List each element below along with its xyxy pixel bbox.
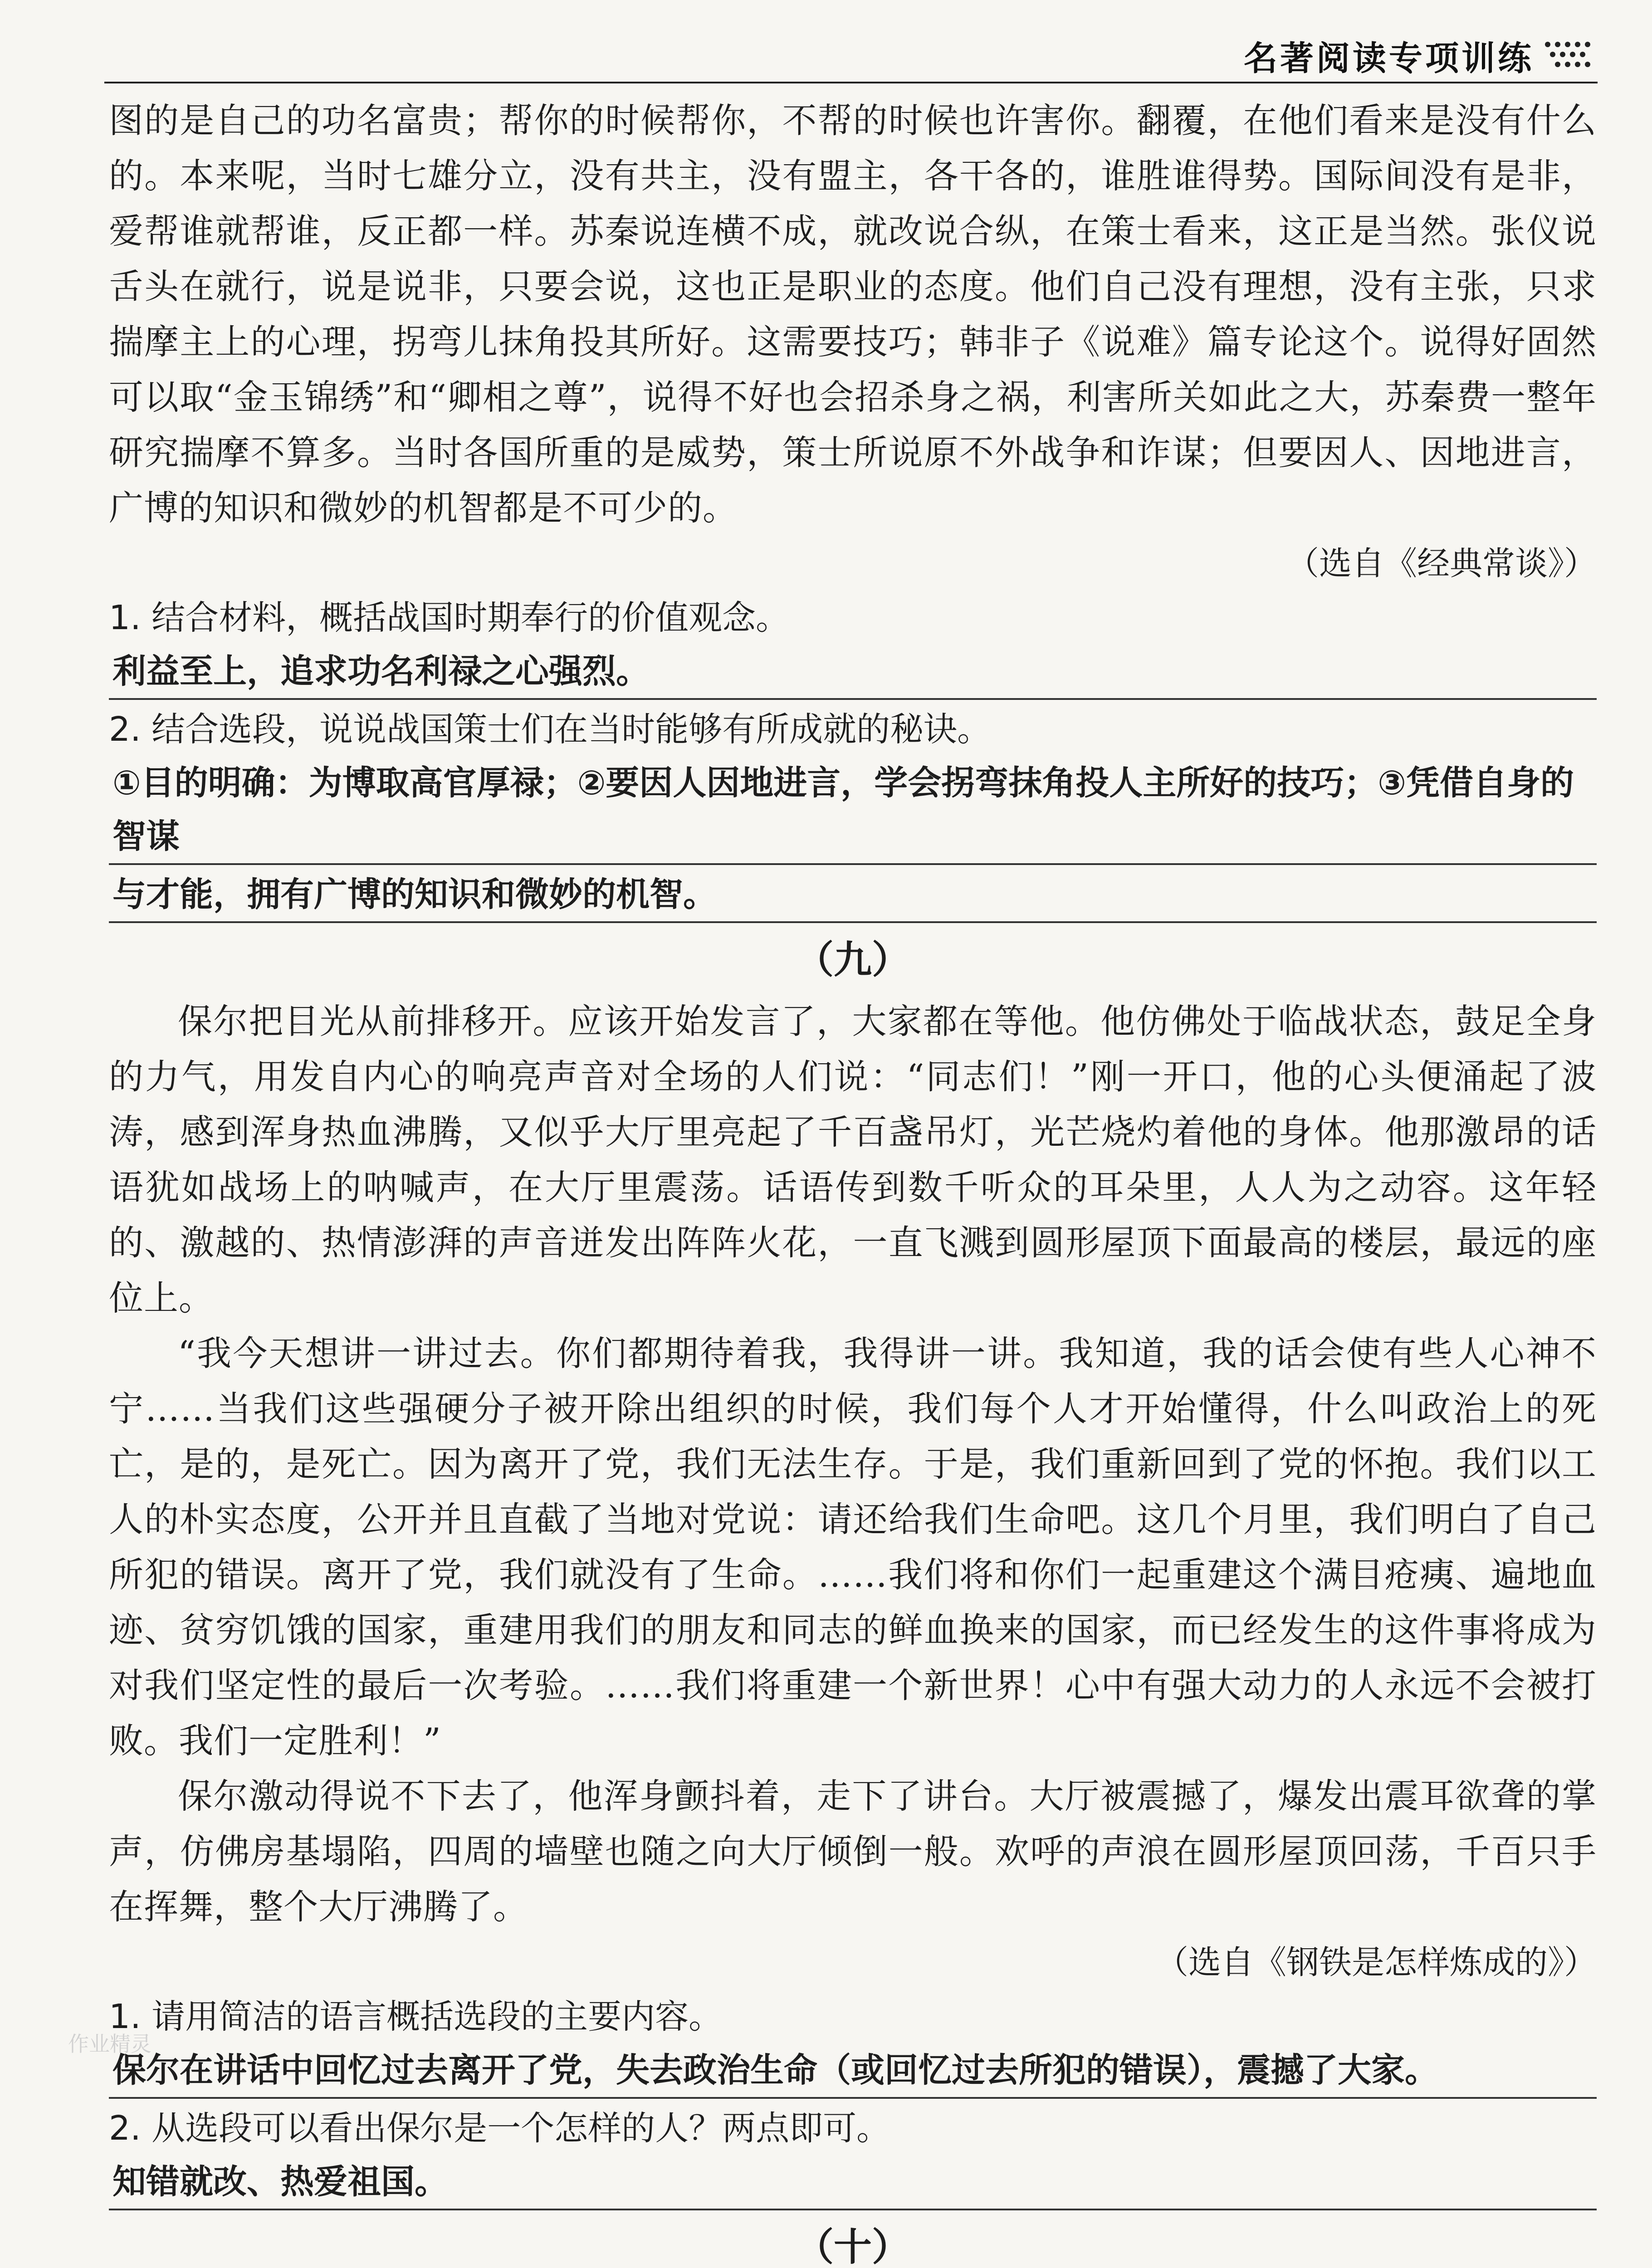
section-title: （十） — [795, 2225, 910, 2268]
question-text: 2. 结合选段，说说战国策士们在当时能够有所成就的秘诀。 — [109, 710, 991, 749]
answer-text: 利益至上，追求功名利禄之心强烈。 — [109, 645, 1597, 700]
section-title: （九） — [795, 938, 910, 982]
question-text: 2. 从选段可以看出保尔是一个怎样的人？两点即可。 — [109, 2109, 890, 2148]
question-text: 1. 结合材料，概括战国时期奉行的价值观念。 — [109, 598, 790, 637]
question-text: 1. 请用简洁的语言概括选段的主要内容。 — [109, 1997, 723, 2036]
passage-source: （选自《经典常谈》） — [1286, 544, 1597, 582]
passage-source: （选自《钢铁是怎样炼成的》） — [1155, 1943, 1597, 1981]
dots-ornament-icon — [1543, 35, 1593, 72]
answer-text: 与才能，拥有广博的知识和微妙的机智。 — [109, 868, 1597, 923]
page-content — [109, 93, 1597, 2268]
answer-text: 保尔在讲话中回忆过去离开了党，失去政治生命（或回忆过去所犯的错误），震撼了大家。 — [109, 2043, 1597, 2099]
passage-paragraph: 图的是自己的功名富贵；帮你的时候帮你，不帮的时候也许害你。翻覆，在他们看来是没有什么的。本来呢，当时七雄分立，没有共主，没有盟主，各干各的，谁胜谁得势。国际间没有是非，爱帮谁就帮谁，反正都一样。苏秦说连横不成，就改说合纵，在策士看来，这正是当然。张仪说舌头在就行，说是说非，只要会说，这也正是职业的态度。他们自己没有理想，没有主张，只求揣摩主上的心理，拐弯儿抹角投其所好。这需要技巧；韩非子《说难》篇专论这个。说得好固然可以取“金玉锦绣”和“卿相之尊”，说得不好也会招杀身之祸，利害所关如此之大，苏秦费一整年研究揣摩不算多。当时各国所重的是威势，策士所说原不外战争和诈谋；但要因人、因地进言，广博的知识和微妙的机智都是不可少的。 — [109, 100, 1597, 528]
header-title: 名著阅读专项训练 — [1244, 39, 1534, 78]
answer-text: ①目的明确：为博取高官厚禄；②要因人因地进言，学会拐弯抹角投人主所好的技巧；③凭借自身的智谋 — [109, 756, 1597, 865]
page-header — [104, 14, 1598, 83]
passage-paragraph: 保尔激动得说不下去了，他浑身颤抖着，走下了讲台。大厅被震撼了，爆发出震耳欲聋的掌声，仿佛房基塌陷，四周的墙壁也随之向大厅倾倒一般。欢呼的声浪在圆形屋顶回荡，千百只手在挥舞，整个大厅沸腾了。 — [109, 1776, 1597, 1927]
passage-paragraph: 保尔把目光从前排移开。应该开始发言了，大家都在等他。他仿佛处于临战状态，鼓足全身的力气，用发自内心的响亮声音对全场的人们说：“同志们！”刚一开口，他的心头便涌起了波涛，感到浑身热血沸腾，又似乎大厅里亮起了千百盏吊灯，光芒烧灼着他的身体。他那激昂的话语犹如战场上的呐喊声，在大厅里震荡。话语传到数千听众的耳朵里，人人为之动容。这年轻的、激越的、热情澎湃的声音迸发出阵阵火花，一直飞溅到圆形屋顶下面最高的楼层，最远的座位上。 — [109, 1001, 1597, 1318]
passage-paragraph: “我今天想讲一讲过去。你们都期待着我，我得讲一讲。我知道，我的话会使有些人心神不宁……当我们这些强硬分子被开除出组织的时候，我们每个人才开始懂得，什么叫政治上的死亡，是的，是死亡。因为离开了党，我们无法生存。于是，我们重新回到了党的怀抱。我们以工人的朴实态度，公开并且直截了当地对党说：请还给我们生命吧。这几个月里，我们明白了自己所犯的错误。离开了党，我们就没有了生命。……我们将和你们一起重建这个满目疮痍、遍地血迹、贫穷饥饿的国家，重建用我们的朋友和同志的鲜血换来的国家，而已经发生的这件事将成为对我们坚定性的最后一次考验。……我们将重建一个新世界！心中有强大动力的人永远不会被打败。我们一定胜利！” — [109, 1333, 1597, 1761]
watermark-small: 作业精灵 — [68, 2032, 152, 2056]
answer-text: 知错就改、热爱祖国。 — [109, 2155, 1597, 2210]
